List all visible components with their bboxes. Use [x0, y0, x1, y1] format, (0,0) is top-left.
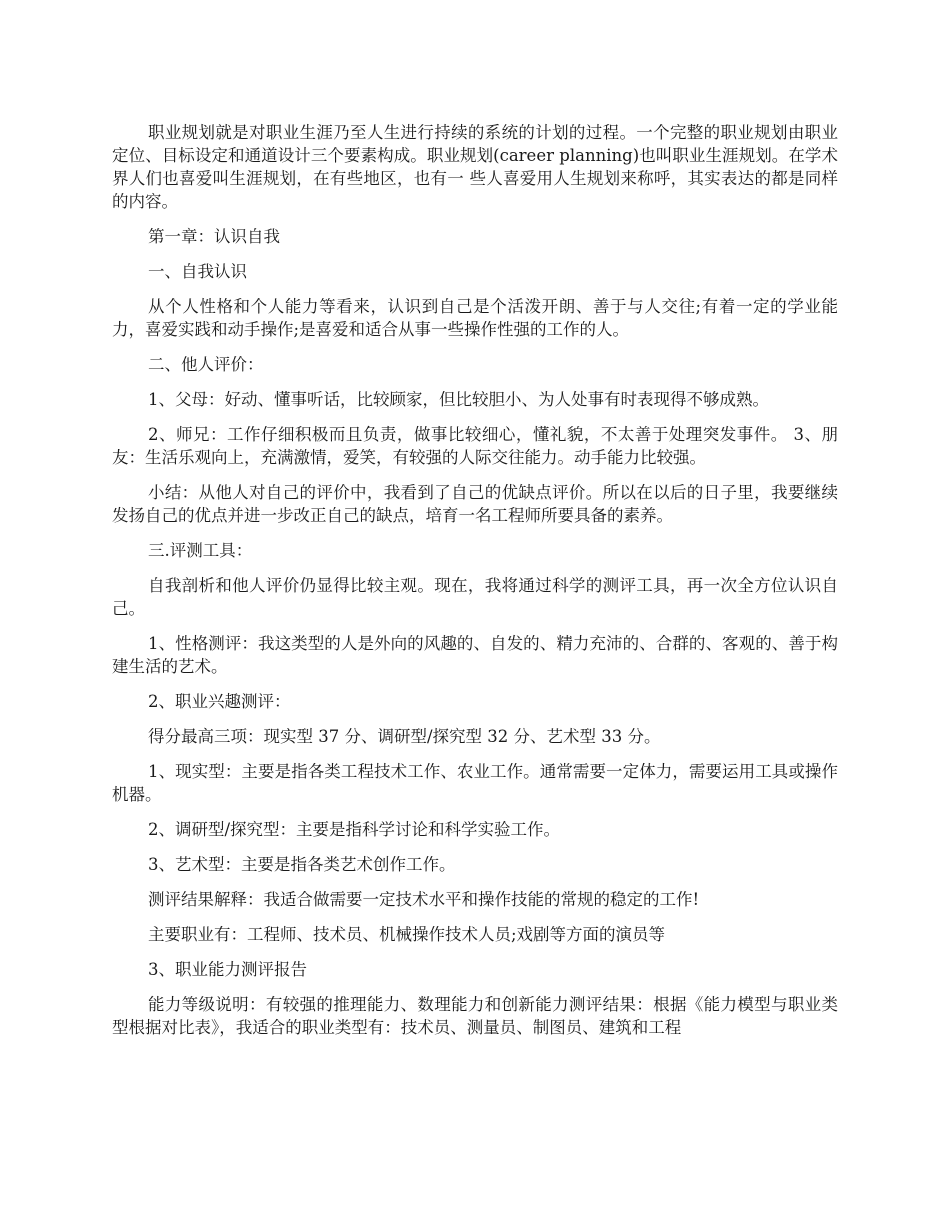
chapter-heading: 第一章：认识自我	[148, 227, 280, 246]
ability-report-heading: 3、职业能力测评报告	[148, 960, 307, 979]
investigative-type-paragraph: 2、调研型/探究型：主要是指科学讨论和科学实验工作。	[148, 820, 561, 839]
ability-level-paragraph: 能力等级说明：有较强的推理能力、数理能力和创新能力测评结果：根据《能力模型与职业类型根据对比表》，我适合的职业类型有：技术员、测量员、制图员、建筑和工程	[112, 995, 838, 1037]
section-heading-others-evaluation: 二、他人评价：	[148, 355, 264, 374]
realistic-type-paragraph: 1、现实型：主要是指各类工程技术工作、农业工作。通常需要一定体力，需要运用工具或操作机器。	[112, 762, 838, 804]
top-scores-paragraph: 得分最高三项：现实型 37 分、调研型/探究型 32 分、艺术型 33 分。	[148, 727, 661, 746]
senior-friend-evaluation-paragraph: 2、师兄：工作仔细积极而且负责，做事比较细心，懂礼貌，不太善于处理突发事件。 3、朋友：生活乐观向上，充满激情，爱笑，有较强的人际交往能力。动手能力比较强。	[112, 425, 838, 467]
intro-paragraph: 职业规划就是对职业生涯乃至人生进行持续的系统的计划的过程。一个完整的职业规划由职业定位、目标设定和通道设计三个要素构成。职业规划(career planning)也叫职业生涯规划。在学术界人们也喜爱叫生涯规划，在有些地区，也有一 些人喜爱用人生规划来称呼，其实表达的都是同样的内容。	[112, 123, 838, 211]
result-explanation-paragraph: 测评结果解释：我适合做需要一定技术水平和操作技能的常规的稳定的工作!	[148, 890, 700, 909]
section-heading-self-knowledge: 一、自我认识	[148, 262, 247, 281]
personality-test-paragraph: 1、性格测评：我这类型的人是外向的风趣的、自发的、精力充沛的、合群的、客观的、善于构建生活的艺术。	[112, 634, 838, 676]
section-heading-assessment-tools: 三.评测工具：	[148, 541, 253, 560]
self-knowledge-paragraph: 从个人性格和个人能力等看来，认识到自己是个活泼开朗、善于与人交往;有着一定的学业能力，喜爱实践和动手操作;是喜爱和适合从事一些操作性强的工作的人。	[112, 297, 838, 339]
interest-test-heading: 2、职业兴趣测评：	[148, 692, 291, 711]
artistic-type-paragraph: 3、艺术型：主要是指各类艺术创作工作。	[148, 855, 456, 874]
parents-evaluation-paragraph: 1、父母：好动、懂事听话，比较顾家，但比较胆小、为人处事有时表现得不够成熟。	[148, 390, 769, 409]
document-body	[112, 121, 838, 1051]
summary-paragraph: 小结：从他人对自己的评价中，我看到了自己的优缺点评价。所以在以后的日子里，我要继续发扬自己的优点并进一步改正自己的缺点，培育一名工程师所要具备的素养。	[112, 483, 838, 525]
main-occupations-paragraph: 主要职业有：工程师、技术员、机械操作技术人员;戏剧等方面的演员等	[148, 925, 666, 944]
assessment-intro-paragraph: 自我剖析和他人评价仍显得比较主观。现在，我将通过科学的测评工具，再一次全方位认识自己。	[112, 576, 838, 618]
